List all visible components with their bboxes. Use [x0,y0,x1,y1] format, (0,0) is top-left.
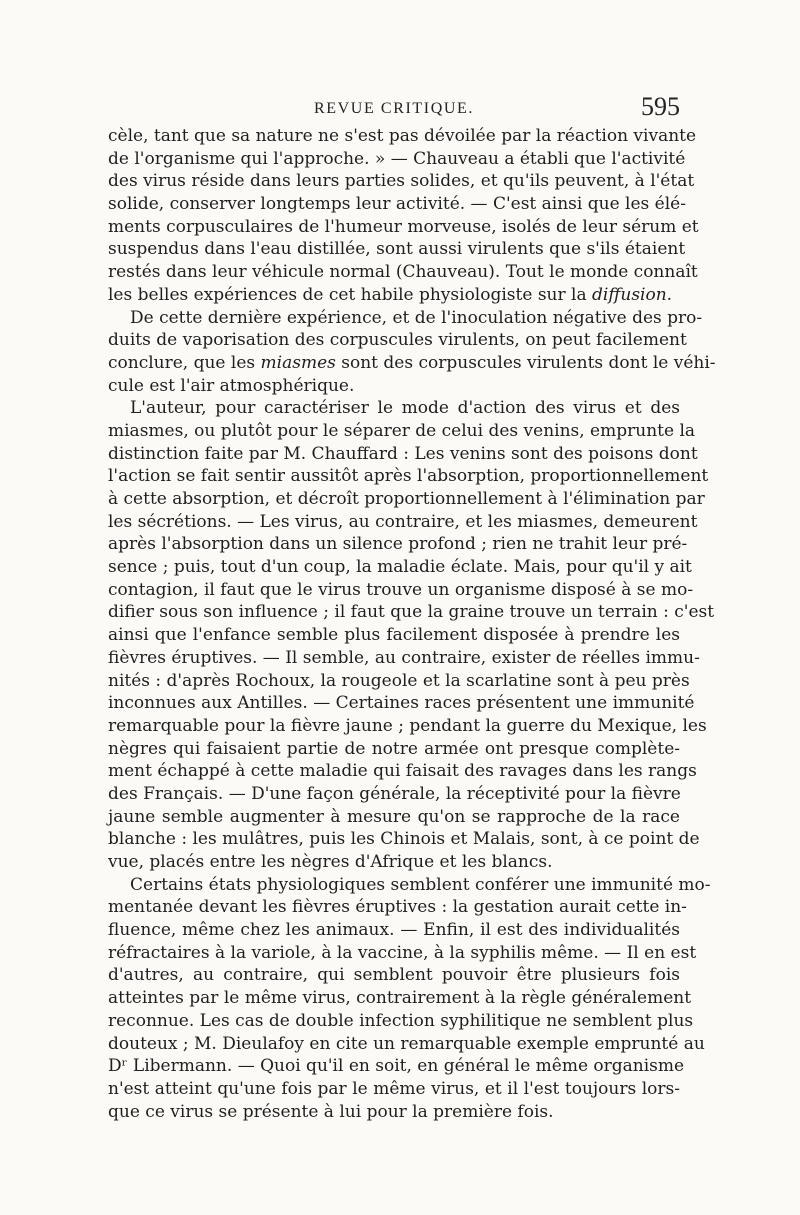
text-line [108,874,711,897]
line-text: vue, placés entre les nègres d'Afrique et les blancs. [108,852,553,872]
text-line [108,284,680,307]
text-line [108,964,680,987]
text-line [108,148,686,171]
line-text: Dʳ Libermann. — Quoi qu'il en soit, en général le même organisme [108,1056,685,1077]
text-line [108,533,688,556]
line-text: reconnue. Les cas de double infection syphilitique ne semblent plus [108,1010,694,1031]
line-text: cèle, tant que sa nature ne s'est pas dévoilée par la réaction vivante [108,126,697,146]
text-line [108,488,705,511]
line-text: nègres qui faisaient partie de notre armée ont presque complète- [108,738,680,759]
line-text: distinction faite par M. Chauffard : Les venins sont des poisons dont [108,443,698,464]
text-line [108,375,680,398]
line-text: remarquable pour la fièvre jaune ; pendant la guerre du Mexique, les [108,715,707,736]
line-text: jaune semble augmenter à mesure qu'on se rapproche de la race [108,806,680,827]
line-text: L'auteur, pour caractériser le mode d'action des virus et des [130,398,680,419]
text-line [108,806,680,829]
text-line [108,987,692,1010]
line-text: solide, conserver longtemps leur activité. — C'est ainsi que les élé- [108,194,686,215]
line-text: suspendus dans l'eau distillée, sont aussi virulents que s'ils étaient [108,239,686,260]
line-text: après l'absorption dans un silence profond ; rien ne trahit leur pré- [108,534,688,555]
line-text: fluence, même chez les animaux. — Enfin, il est des individualités [108,920,680,941]
line-text: miasmes, ou plutôt pour le séparer de celui des venins, emprunte la [108,420,696,441]
text-line [108,261,698,284]
line-text: contagion, il faut que le virus trouve un organisme disposé à se mo- [108,579,694,600]
text-line [108,238,686,261]
text-line [108,420,696,443]
text-line [108,1033,705,1056]
line-text: difier sous son influence ; il faut que la graine trouve un terrain : c'est [108,602,715,623]
text-line [108,919,680,942]
text-line [108,828,700,851]
line-text: ainsi que l'enfance semble plus facilement disposée à prendre les [108,625,680,646]
running-head [108,92,680,122]
text-line [108,125,697,148]
text-line [108,193,686,216]
text-line [108,216,699,239]
line-text: Certains états physiologiques semblent conférer une immunité mo- [130,874,711,895]
emphasized-text: diffusion. [592,284,673,305]
emphasized-text: miasmes [260,352,336,373]
line-text: ments corpusculaires de l'humeur morveuse, isolés de leur sérum et [108,216,699,237]
page-number: 595 [641,92,680,121]
line-text: l'action se fait sentir aussitôt après l'absorption, proportionnellement [108,466,709,487]
text-line [108,624,680,647]
line-text: n'est atteint qu'une fois par le même virus, et il l'est toujours lors- [108,1078,680,1099]
text-line [108,352,716,375]
line-text: conclure, que les [108,352,261,373]
text-line [108,511,698,534]
text-line [108,783,680,806]
line-text: fièvres éruptives. — Il semble, au contraire, exister de réelles immu- [108,647,700,668]
text-line [108,715,707,738]
text-line [108,896,687,919]
text-line [108,670,690,693]
text-line [108,760,697,783]
text-line [108,1101,680,1124]
line-text: nités : d'après Rochoux, la rougeole et la scarlatine sont à peu près [108,670,690,691]
line-text: sont des corpuscules virulents dont le véhi- [335,352,716,373]
text-line [108,443,698,466]
line-text: d'autres, au contraire, qui semblent pouvoir être plusieurs fois [108,965,680,986]
text-line [108,1055,685,1078]
line-text: de l'organisme qui l'approche. » — Chauveau a établi que l'activité [108,148,686,169]
body-text [108,125,716,1123]
line-text: De cette dernière expérience, et de l'inoculation négative des pro- [130,307,703,328]
text-line [108,397,680,420]
line-text: inconnues aux Antilles. — Certaines races présentent une immunité [108,693,695,714]
text-line [108,1010,694,1033]
text-line [108,851,680,874]
line-text: mentanée devant les fièvres éruptives : la gestation aurait cette in- [108,897,687,918]
line-text: douteux ; M. Dieulafoy en cite un remarquable exemple emprunté au [108,1033,705,1054]
text-line [108,556,692,579]
text-line [108,738,680,761]
text-line [108,170,695,193]
text-line [108,1078,680,1101]
line-text: ment échappé à cette maladie qui faisait des ravages dans les rangs [108,761,697,782]
line-text: les belles expériences de cet habile physiologiste sur la [108,284,592,305]
line-text: réfractaires à la variole, à la vaccine, à la syphilis même. — Il en est [108,942,697,963]
line-text: atteintes par le même virus, contrairement à la règle généralement [108,988,692,1009]
text-line [108,329,687,352]
line-text: duits de vaporisation des corpuscules virulents, on peut facilement [108,330,687,351]
text-line [108,579,694,602]
line-text: à cette absorption, et décroît proportionnellement à l'élimination par [108,489,705,509]
line-text: des Français. — D'une façon générale, la réceptivité pour la fièvre [108,783,681,804]
text-line [108,465,709,488]
text-line [108,307,703,330]
line-text: les sécrétions. — Les virus, au contraire, et les miasmes, demeurent [108,511,698,532]
text-line [108,942,697,965]
running-title: REVUE CRITIQUE. [314,100,474,117]
line-text: blanche : les mulâtres, puis les Chinois et Malais, sont, à ce point de [108,829,700,850]
line-text: cule est l'air atmosphérique. [108,375,355,396]
text-line [108,647,700,670]
line-text: sence ; puis, tout d'un coup, la maladie éclate. Mais, pour qu'il y ait [108,557,692,578]
line-text: que ce virus se présente à lui pour la première fois. [108,1101,554,1122]
line-text: restés dans leur véhicule normal (Chauveau). Tout le monde connaît [108,262,698,283]
text-line [108,692,695,715]
line-text: des virus réside dans leurs parties solides, et qu'ils peuvent, à l'état [108,171,695,192]
text-line [108,601,715,624]
